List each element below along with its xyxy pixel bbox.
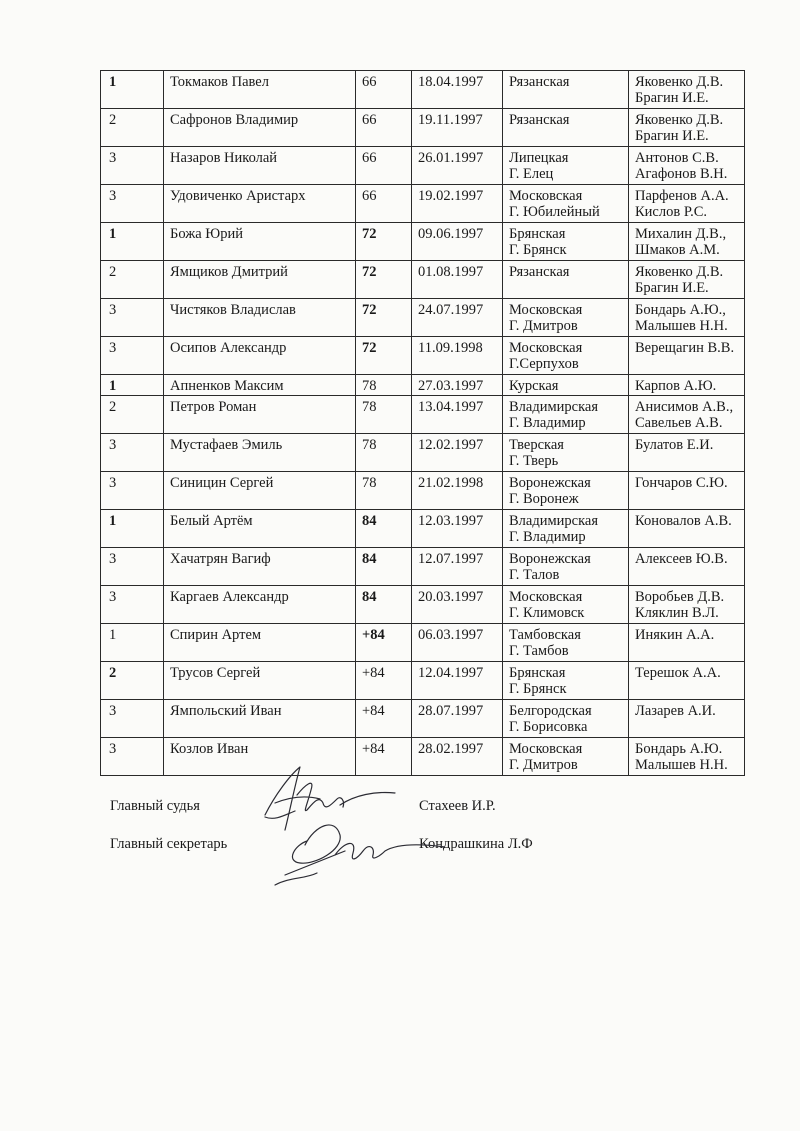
place-cell: 1 xyxy=(101,375,164,396)
region-cell xyxy=(503,396,629,434)
athlete-name-cell: Хачатрян Вагиф xyxy=(164,548,356,586)
coach-line: Коновалов А.В. xyxy=(635,513,732,529)
table-row xyxy=(101,548,745,586)
coach-cell xyxy=(629,337,745,375)
coach-cell xyxy=(629,700,745,738)
region-cell xyxy=(503,738,629,776)
athlete-name-cell: Мустафаев Эмиль xyxy=(164,434,356,472)
birth-date-cell: 28.02.1997 xyxy=(412,738,503,776)
table-row xyxy=(101,223,745,261)
region-cell xyxy=(503,71,629,109)
region-cell xyxy=(503,700,629,738)
table-row xyxy=(101,109,745,147)
region-line: Рязанская xyxy=(509,74,570,90)
place-cell: 1 xyxy=(101,510,164,548)
weight-class-cell: 84 xyxy=(356,510,412,548)
region-line: Рязанская xyxy=(509,112,570,128)
coach-line: Брагин И.Е. xyxy=(635,90,709,106)
coach-cell xyxy=(629,434,745,472)
table-row xyxy=(101,700,745,738)
birth-date-cell: 27.03.1997 xyxy=(412,375,503,396)
coach-line: Парфенов А.А. xyxy=(635,188,729,204)
region-line: Московская xyxy=(509,302,583,318)
coach-cell xyxy=(629,548,745,586)
coach-line: Анисимов А.В., xyxy=(635,399,734,415)
coach-line: Воробьев Д.В. xyxy=(635,589,725,605)
region-line: Тверская xyxy=(509,437,564,453)
place-cell: 2 xyxy=(101,109,164,147)
birth-date-cell: 09.06.1997 xyxy=(412,223,503,261)
athlete-name-cell: Ямпольский Иван xyxy=(164,700,356,738)
region-cell xyxy=(503,147,629,185)
coach-line: Лазарев А.И. xyxy=(635,703,716,719)
athlete-name-cell: Трусов Сергей xyxy=(164,662,356,700)
place-cell: 3 xyxy=(101,434,164,472)
region-cell xyxy=(503,548,629,586)
coach-line: Бондарь А.Ю. xyxy=(635,741,723,757)
coach-line: Яковенко Д.В. xyxy=(635,264,724,280)
region-line: Г. Тамбов xyxy=(509,643,569,659)
region-cell xyxy=(503,375,629,396)
coach-cell xyxy=(629,185,745,223)
weight-class-cell: 78 xyxy=(356,472,412,510)
secretary-signature xyxy=(275,825,445,885)
place-cell: 2 xyxy=(101,396,164,434)
athlete-name-cell: Спирин Артем xyxy=(164,624,356,662)
region-line: Г. Владимир xyxy=(509,415,586,431)
athlete-name-cell: Божа Юрий xyxy=(164,223,356,261)
coach-cell xyxy=(629,261,745,299)
region-line: Г. Тверь xyxy=(509,453,559,469)
chief-secretary-name: Кондрашкина Л.Ф xyxy=(419,836,533,852)
birth-date-cell: 21.02.1998 xyxy=(412,472,503,510)
table-row xyxy=(101,299,745,337)
region-line: Белгородская xyxy=(509,703,592,719)
region-line: Г. Дмитров xyxy=(509,318,578,334)
judge-signature xyxy=(265,767,395,830)
chief-judge-title: Главный судья xyxy=(110,798,200,814)
region-line: Московская xyxy=(509,188,583,204)
region-cell xyxy=(503,337,629,375)
birth-date-cell: 12.07.1997 xyxy=(412,548,503,586)
athlete-name-cell: Осипов Александр xyxy=(164,337,356,375)
birth-date-cell: 18.04.1997 xyxy=(412,71,503,109)
region-line: Брянская xyxy=(509,226,566,242)
chief-judge-name: Стахеев И.Р. xyxy=(419,798,496,814)
region-line: Московская xyxy=(509,340,583,356)
region-line: Г. Брянск xyxy=(509,242,567,258)
weight-class-cell: +84 xyxy=(356,738,412,776)
region-line: Г. Климовск xyxy=(509,605,585,621)
weight-class-cell: 78 xyxy=(356,434,412,472)
region-cell xyxy=(503,299,629,337)
birth-date-cell: 12.03.1997 xyxy=(412,510,503,548)
table-row xyxy=(101,472,745,510)
birth-date-cell: 01.08.1997 xyxy=(412,261,503,299)
table-row xyxy=(101,375,745,396)
athlete-name-cell: Токмаков Павел xyxy=(164,71,356,109)
region-line: Г. Брянск xyxy=(509,681,567,697)
results-table xyxy=(100,70,745,776)
table-row xyxy=(101,662,745,700)
region-line: Г.Серпухов xyxy=(509,356,579,372)
table-row xyxy=(101,147,745,185)
region-line: Курская xyxy=(509,378,559,394)
weight-class-cell: 72 xyxy=(356,337,412,375)
table-row xyxy=(101,586,745,624)
place-cell: 3 xyxy=(101,147,164,185)
coach-cell xyxy=(629,472,745,510)
coach-line: Булатов Е.И. xyxy=(635,437,714,453)
region-cell xyxy=(503,223,629,261)
birth-date-cell: 19.11.1997 xyxy=(412,109,503,147)
place-cell: 3 xyxy=(101,185,164,223)
athlete-name-cell: Сафронов Владимир xyxy=(164,109,356,147)
athlete-name-cell: Козлов Иван xyxy=(164,738,356,776)
place-cell: 3 xyxy=(101,337,164,375)
place-cell: 1 xyxy=(101,624,164,662)
weight-class-cell: 78 xyxy=(356,375,412,396)
weight-class-cell: 66 xyxy=(356,185,412,223)
coach-line: Агафонов В.Н. xyxy=(635,166,728,182)
coach-line: Бондарь А.Ю., xyxy=(635,302,726,318)
athlete-name-cell: Удовиченко Аристарх xyxy=(164,185,356,223)
birth-date-cell: 12.02.1997 xyxy=(412,434,503,472)
region-line: Владимирская xyxy=(509,399,599,415)
table-row xyxy=(101,261,745,299)
coach-line: Яковенко Д.В. xyxy=(635,74,724,90)
region-cell xyxy=(503,586,629,624)
coach-line: Шмаков А.М. xyxy=(635,242,720,258)
coach-cell xyxy=(629,662,745,700)
region-line: Брянская xyxy=(509,665,566,681)
table-row xyxy=(101,434,745,472)
coach-line: Малышев Н.Н. xyxy=(635,318,728,334)
weight-class-cell: +84 xyxy=(356,662,412,700)
coach-line: Яковенко Д.В. xyxy=(635,112,724,128)
athlete-name-cell: Апненков Максим xyxy=(164,375,356,396)
coach-line: Кислов Р.С. xyxy=(635,204,707,220)
coach-line: Брагин И.Е. xyxy=(635,280,709,296)
athlete-name-cell: Каргаев Александр xyxy=(164,586,356,624)
region-line: Рязанская xyxy=(509,264,570,280)
region-cell xyxy=(503,434,629,472)
results-table-body xyxy=(101,71,745,776)
region-line: Г. Борисовка xyxy=(509,719,588,735)
athlete-name-cell: Чистяков Владислав xyxy=(164,299,356,337)
coach-line: Михалин Д.В., xyxy=(635,226,727,242)
birth-date-cell: 26.01.1997 xyxy=(412,147,503,185)
athlete-name-cell: Белый Артём xyxy=(164,510,356,548)
athlete-name-cell: Назаров Николай xyxy=(164,147,356,185)
table-row xyxy=(101,71,745,109)
coach-cell xyxy=(629,375,745,396)
region-line: Тамбовская xyxy=(509,627,581,643)
birth-date-cell: 12.04.1997 xyxy=(412,662,503,700)
region-cell xyxy=(503,472,629,510)
region-line: Владимирская xyxy=(509,513,599,529)
region-line: Московская xyxy=(509,589,583,605)
region-line: Г. Дмитров xyxy=(509,757,578,773)
coach-cell xyxy=(629,510,745,548)
chief-secretary-title: Главный секретарь xyxy=(110,836,228,852)
weight-class-cell: +84 xyxy=(356,700,412,738)
coach-line: Гончаров С.Ю. xyxy=(635,475,728,491)
weight-class-cell: 72 xyxy=(356,223,412,261)
birth-date-cell: 13.04.1997 xyxy=(412,396,503,434)
weight-class-cell: 84 xyxy=(356,586,412,624)
table-row xyxy=(101,337,745,375)
coach-cell xyxy=(629,624,745,662)
region-cell xyxy=(503,261,629,299)
weight-class-cell: +84 xyxy=(356,624,412,662)
place-cell: 2 xyxy=(101,662,164,700)
birth-date-cell: 06.03.1997 xyxy=(412,624,503,662)
weight-class-cell: 66 xyxy=(356,147,412,185)
weight-class-cell: 84 xyxy=(356,548,412,586)
athlete-name-cell: Петров Роман xyxy=(164,396,356,434)
coach-cell xyxy=(629,396,745,434)
weight-class-cell: 72 xyxy=(356,261,412,299)
region-line: Воронежская xyxy=(509,475,591,491)
coach-cell xyxy=(629,109,745,147)
coach-line: Брагин И.Е. xyxy=(635,128,709,144)
table-row xyxy=(101,396,745,434)
region-line: Московская xyxy=(509,741,583,757)
region-line: Г. Елец xyxy=(509,166,554,182)
region-line: Г. Талов xyxy=(509,567,560,583)
region-cell xyxy=(503,662,629,700)
coach-line: Терешок А.А. xyxy=(635,665,721,681)
place-cell: 3 xyxy=(101,299,164,337)
region-line: Липецкая xyxy=(509,150,569,166)
table-row xyxy=(101,510,745,548)
place-cell: 3 xyxy=(101,738,164,776)
weight-class-cell: 66 xyxy=(356,109,412,147)
coach-line: Антонов С.В. xyxy=(635,150,719,166)
coach-line: Алексеев Ю.В. xyxy=(635,551,728,567)
coach-line: Верещагин В.В. xyxy=(635,340,735,356)
place-cell: 3 xyxy=(101,586,164,624)
table-row xyxy=(101,185,745,223)
coach-cell xyxy=(629,147,745,185)
coach-cell xyxy=(629,738,745,776)
birth-date-cell: 19.02.1997 xyxy=(412,185,503,223)
region-cell xyxy=(503,624,629,662)
coach-line: Карпов А.Ю. xyxy=(635,378,717,394)
table-row xyxy=(101,624,745,662)
place-cell: 1 xyxy=(101,223,164,261)
weight-class-cell: 72 xyxy=(356,299,412,337)
coach-cell xyxy=(629,299,745,337)
region-line: Воронежская xyxy=(509,551,591,567)
region-line: Г. Владимир xyxy=(509,529,586,545)
region-cell xyxy=(503,109,629,147)
region-line: Г. Юбилейный xyxy=(509,204,600,220)
coach-cell xyxy=(629,586,745,624)
birth-date-cell: 20.03.1997 xyxy=(412,586,503,624)
handwritten-signatures xyxy=(245,755,445,905)
coach-cell xyxy=(629,223,745,261)
region-cell xyxy=(503,510,629,548)
coach-line: Савельев А.В. xyxy=(635,415,723,431)
place-cell: 3 xyxy=(101,472,164,510)
birth-date-cell: 24.07.1997 xyxy=(412,299,503,337)
coach-line: Кляклин В.Л. xyxy=(635,605,719,621)
birth-date-cell: 11.09.1998 xyxy=(412,337,503,375)
weight-class-cell: 66 xyxy=(356,71,412,109)
region-cell xyxy=(503,185,629,223)
birth-date-cell: 28.07.1997 xyxy=(412,700,503,738)
place-cell: 1 xyxy=(101,71,164,109)
place-cell: 3 xyxy=(101,700,164,738)
coach-line: Инякин А.А. xyxy=(635,627,715,643)
weight-class-cell: 78 xyxy=(356,396,412,434)
athlete-name-cell: Ямщиков Дмитрий xyxy=(164,261,356,299)
place-cell: 3 xyxy=(101,548,164,586)
place-cell: 2 xyxy=(101,261,164,299)
athlete-name-cell: Синицин Сергей xyxy=(164,472,356,510)
region-line: Г. Воронеж xyxy=(509,491,579,507)
coach-line: Малышев Н.Н. xyxy=(635,757,728,773)
coach-cell xyxy=(629,71,745,109)
